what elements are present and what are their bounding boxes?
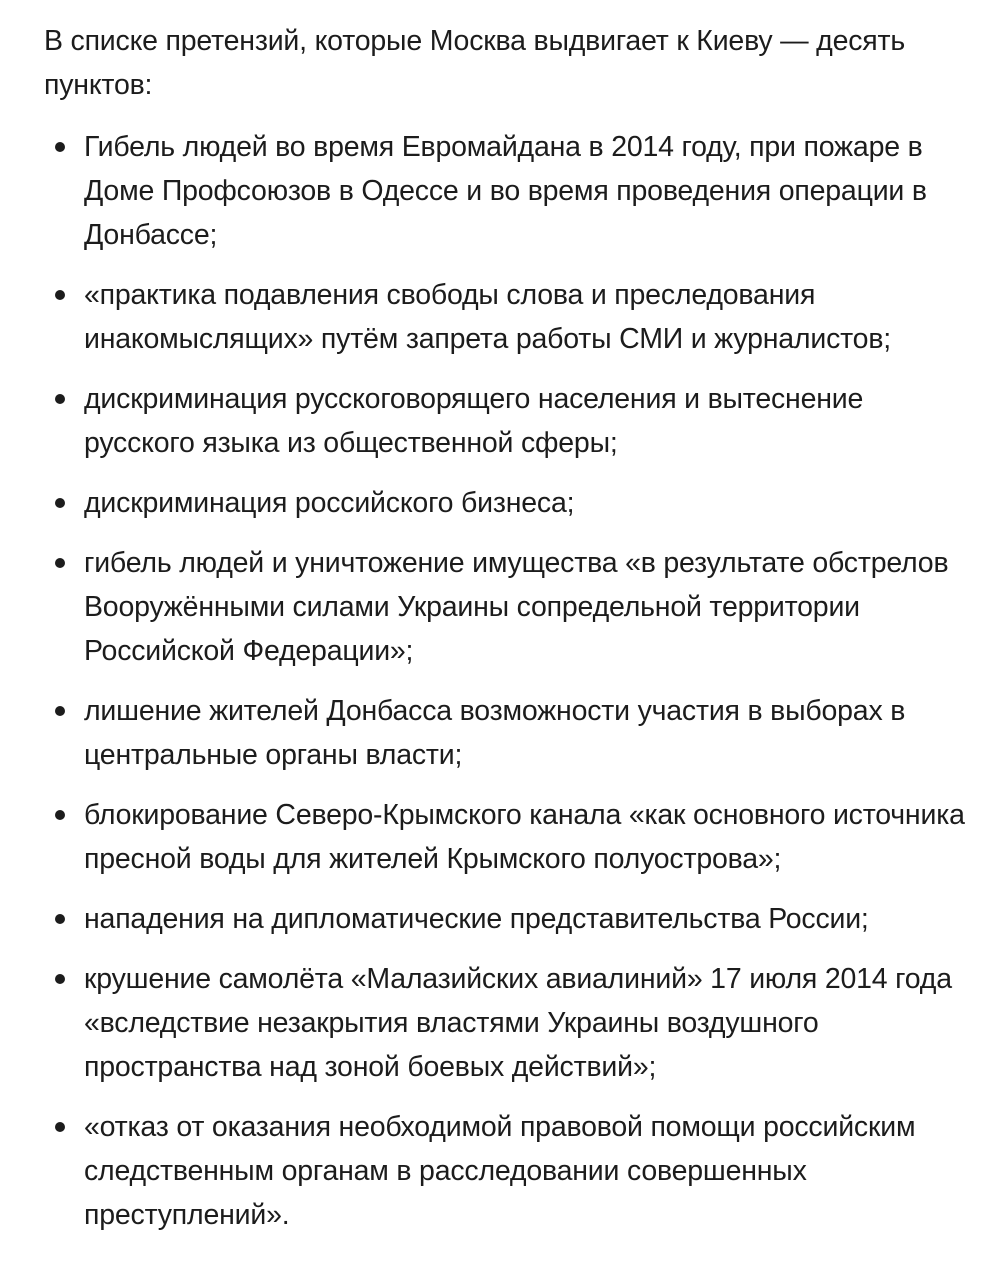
- list-item: [44, 957, 968, 1089]
- bullet-icon: [55, 706, 65, 716]
- list-item: [44, 689, 968, 777]
- list-item-text: крушение самолёта «Малазийских авиалиний» 17 июля 2014 года «вследствие незакрытия властями Украины воздушного пространства над зоной боевых действий»;: [84, 963, 952, 1083]
- list-item-text: Гибель людей во время Евромайдана в 2014 году, при пожаре в Доме Профсоюзов в Одессе и во время проведения операции в Донбассе;: [84, 131, 927, 251]
- list-item: [44, 793, 968, 881]
- list-item-text: блокирование Северо-Крымского канала «как основного источника пресной воды для жителей Крымского полуострова»;: [84, 799, 965, 875]
- list-item: [44, 273, 968, 361]
- list-item: [44, 377, 968, 465]
- bullet-icon: [55, 142, 65, 152]
- bullet-icon: [55, 1122, 65, 1132]
- bullet-icon: [55, 394, 65, 404]
- list-item: [44, 897, 968, 941]
- bullet-icon: [55, 974, 65, 984]
- claims-list: [44, 125, 968, 1237]
- bullet-icon: [55, 498, 65, 508]
- list-item: [44, 481, 968, 525]
- list-item-text: лишение жителей Донбасса возможности участия в выборах в центральные органы власти;: [84, 695, 906, 771]
- list-item-text: дискриминация российского бизнеса;: [84, 487, 575, 519]
- intro-paragraph: В списке претензий, которые Москва выдвигает к Киеву — десять пунктов:: [44, 25, 906, 101]
- list-item: [44, 1105, 968, 1237]
- list-item: [44, 125, 968, 257]
- list-item-text: «отказ от оказания необходимой правовой помощи российским следственным органам в расследовании совершенных преступлений».: [84, 1111, 916, 1231]
- bullet-icon: [55, 558, 65, 568]
- bullet-icon: [55, 290, 65, 300]
- bullet-icon: [55, 810, 65, 820]
- list-item-text: «практика подавления свободы слова и преследования инакомыслящих» путём запрета работы СМИ и журналистов;: [84, 279, 891, 355]
- list-item-text: нападения на дипломатические представительства России;: [84, 903, 869, 935]
- list-item-text: дискриминация русскоговорящего населения и вытеснение русского языка из общественной сферы;: [84, 383, 864, 459]
- list-item: [44, 541, 968, 673]
- list-item-text: гибель людей и уничтожение имущества «в результате обстрелов Вооружёнными силами Украины сопредельной территории Российской Федерации»;: [84, 547, 949, 667]
- bullet-icon: [55, 914, 65, 924]
